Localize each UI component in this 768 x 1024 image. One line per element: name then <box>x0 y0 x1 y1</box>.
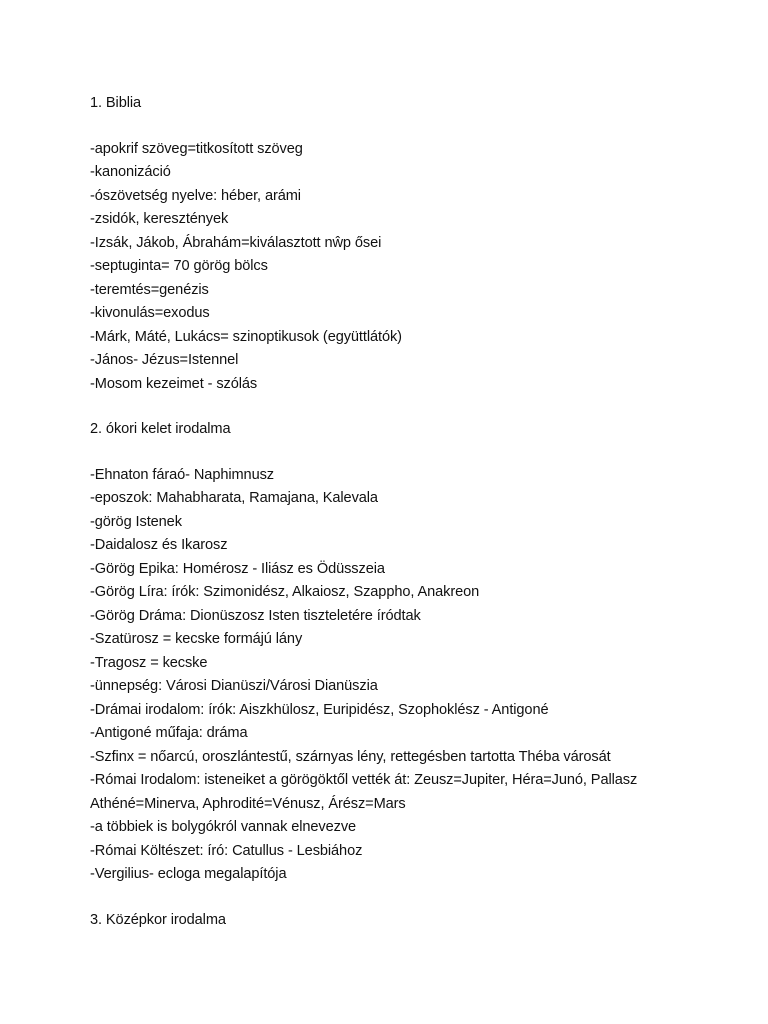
list-item: -Római Költészet: író: Catullus - Lesbiához <box>90 842 363 859</box>
list-item: -teremtés=genézis <box>90 281 209 298</box>
list-item: -Szatürosz = kecske formájú lány <box>90 631 303 647</box>
item-list <box>90 464 730 887</box>
list-item: -János- Jézus=Istennel <box>90 352 239 368</box>
list-item: -ószövetség nyelve: héber, arámi <box>90 187 301 204</box>
list-item: -Daidalosz és Ikarosz <box>90 537 228 553</box>
list-item: -Görög Dráma: Dionüszosz Isten tiszteletére íródtak <box>90 607 421 624</box>
list-item: -Vergilius- ecloga megalapítója <box>90 866 287 882</box>
list-item: -a többiek is bolygókról vannak elnevezve <box>90 819 357 835</box>
list-item: -Antigoné műfaja: dráma <box>90 725 248 741</box>
list-item: -ünnepség: Városi Dianüszi/Városi Dianüszia <box>90 678 378 694</box>
list-item: -Mosom kezeimet - szólás <box>90 375 258 392</box>
section-title: 3. Középkor irodalma <box>90 911 226 928</box>
list-item: -apokrif szöveg=titkosított szöveg <box>90 140 303 157</box>
list-item: -kivonulás=exodus <box>90 305 210 321</box>
list-item: -Drámai irodalom: írók: Aiszkhülosz, Euripidész, Szophoklész - Antigoné <box>90 701 549 718</box>
list-item: -Szfinx = nőarcú, oroszlántestű, szárnyas lény, rettegésben tartotta Théba városát <box>90 748 611 765</box>
list-item: -görög Istenek <box>90 513 182 530</box>
list-item: -septuginta= 70 görög bölcs <box>90 258 268 274</box>
list-item: -eposzok: Mahabharata, Ramajana, Kalevala <box>90 490 378 506</box>
list-item: -Római Irodalom: isteneiket a görögöktől vették át: Zeusz=Jupiter, Héra=Junó, Pallasz Athéné=Minerva, Aphrodité=Vénusz, Árész=Mars <box>90 772 638 812</box>
list-item: -Márk, Máté, Lukács= szinoptikusok (együttlátók) <box>90 328 402 345</box>
section-okori-kelet <box>90 418 730 887</box>
list-item: -Görög Líra: írók: Szimonidész, Alkaiosz, Szappho, Anakreon <box>90 584 480 600</box>
list-item: -Izsák, Jákob, Ábrahám=kiválasztott nŵp ősei <box>90 234 382 251</box>
section-title: 1. Biblia <box>90 95 142 111</box>
list-item: -zsidók, keresztények <box>90 211 229 227</box>
section-title: 2. ókori kelet irodalma <box>90 421 231 437</box>
section-biblia <box>90 92 730 396</box>
list-item: -kanonizáció <box>90 164 171 180</box>
section-kozepkor <box>90 909 730 933</box>
list-item: -Ehnaton fáraó- Naphimnusz <box>90 466 274 483</box>
list-item: -Tragosz = kecske <box>90 654 208 671</box>
item-list <box>90 138 730 397</box>
document-page <box>90 92 730 932</box>
list-item: -Görög Epika: Homérosz - Iliász es Ödüsszeia <box>90 560 385 577</box>
